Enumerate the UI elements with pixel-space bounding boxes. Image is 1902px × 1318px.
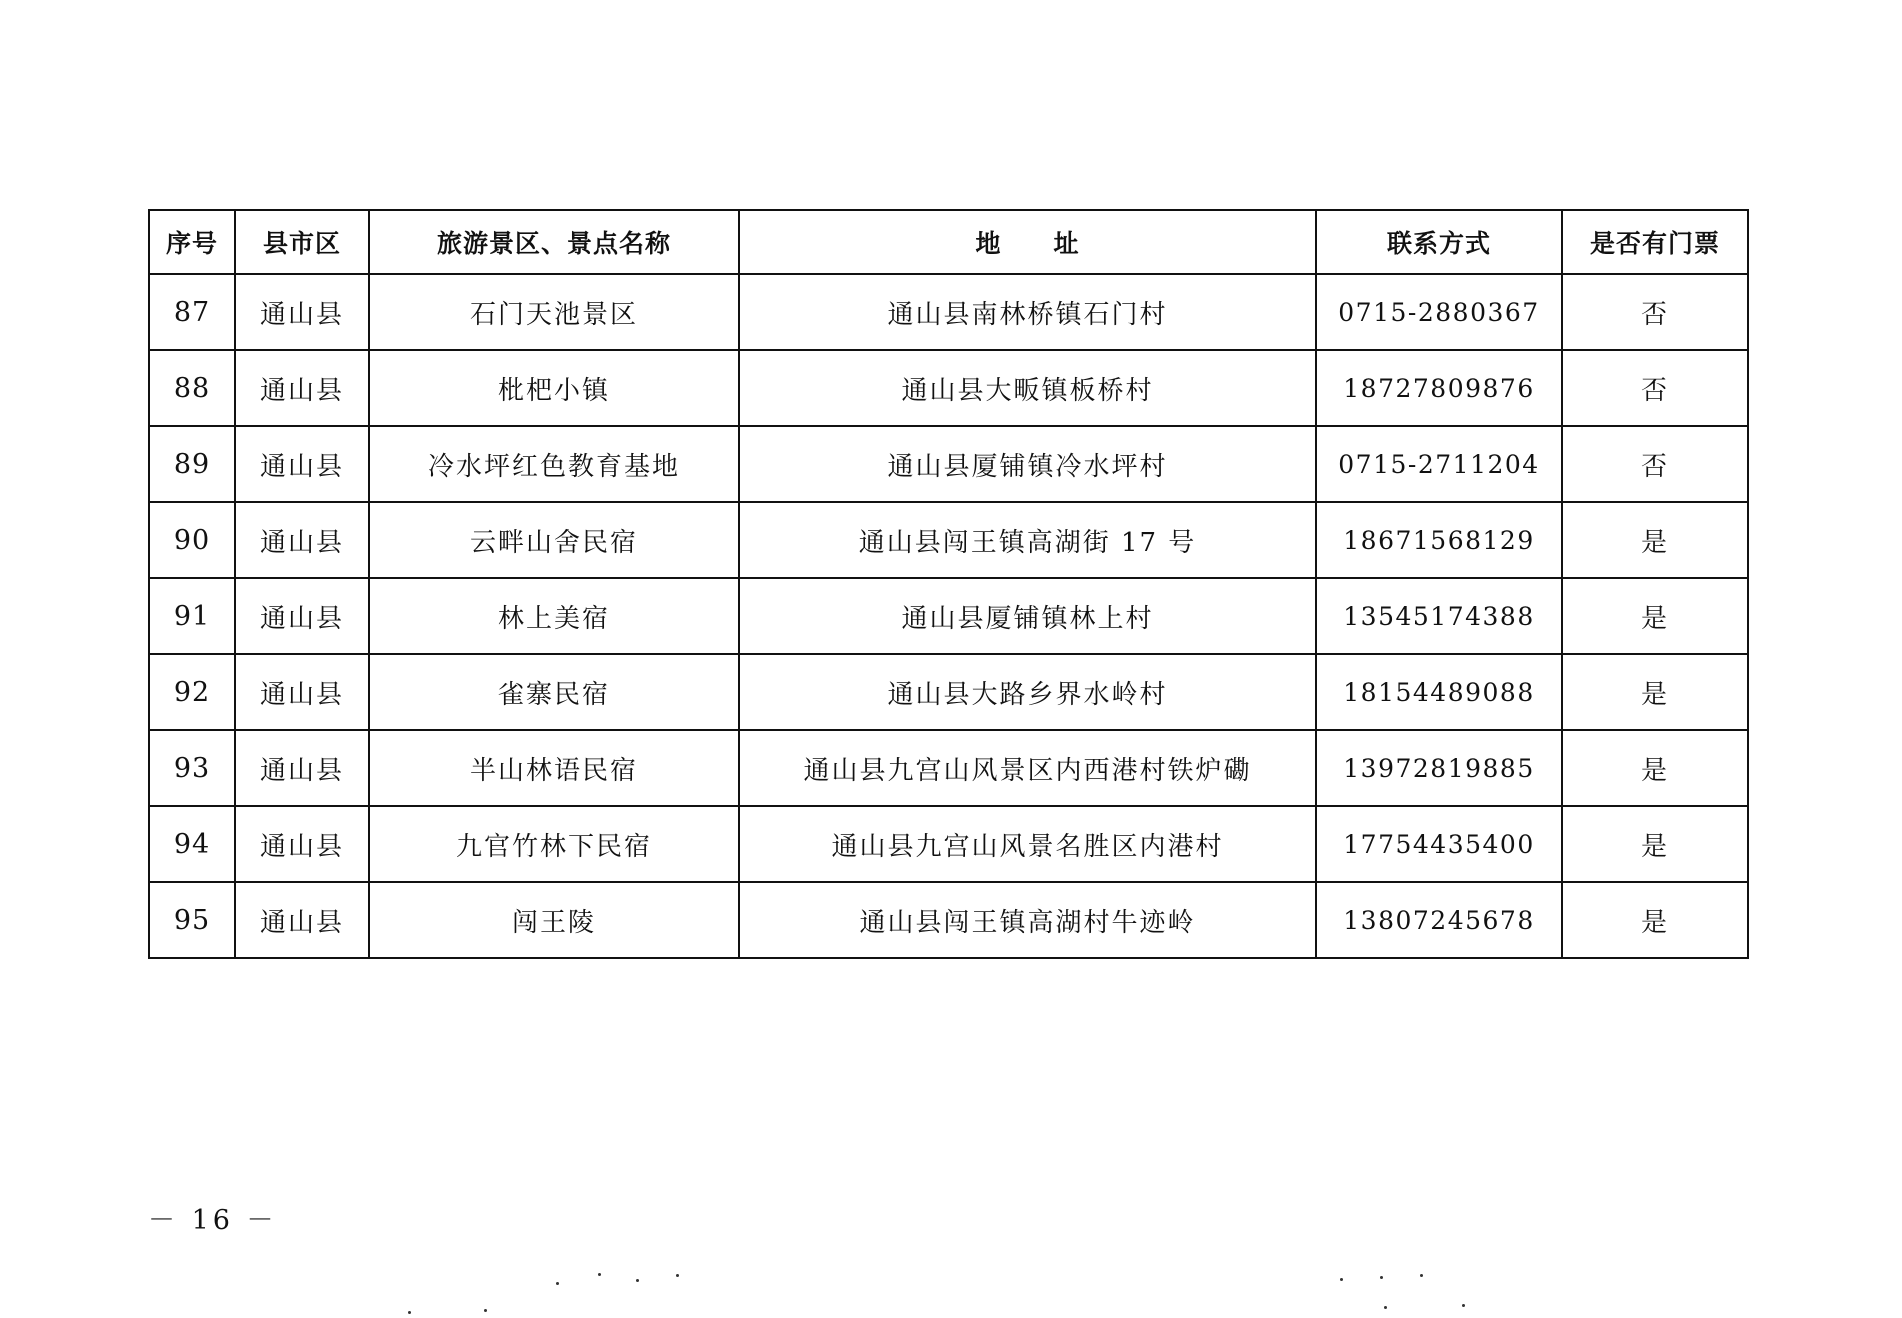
contact-cell: 0715-2880367 (1316, 274, 1562, 350)
county-cell: 通山县 (235, 350, 369, 426)
table-row (149, 806, 1748, 882)
ticket-cell: 否 (1562, 274, 1748, 350)
header-ticket: 是否有门票 (1562, 210, 1748, 274)
serial-number-cell: 94 (149, 806, 235, 882)
scenic-name-cell: 闯王陵 (369, 882, 739, 958)
table-header-row (149, 210, 1748, 274)
address-cell: 通山县南林桥镇石门村 (739, 274, 1316, 350)
contact-cell: 18727809876 (1316, 350, 1562, 426)
address-cell: 通山县闯王镇高湖村牛迹岭 (739, 882, 1316, 958)
contact-cell: 0715-2711204 (1316, 426, 1562, 502)
scan-speck (1380, 1276, 1383, 1279)
address-cell: 通山县大畈镇板桥村 (739, 350, 1316, 426)
header-scenic-name: 旅游景区、景点名称 (369, 210, 739, 274)
serial-number-cell: 90 (149, 502, 235, 578)
serial-number-cell: 95 (149, 882, 235, 958)
address-cell: 通山县九宫山风景区内西港村铁炉磡 (739, 730, 1316, 806)
county-cell: 通山县 (235, 426, 369, 502)
ticket-cell: 是 (1562, 654, 1748, 730)
address-cell: 通山县九宫山风景名胜区内港村 (739, 806, 1316, 882)
scan-speck (1462, 1304, 1465, 1307)
table-row (149, 274, 1748, 350)
scan-speck (556, 1282, 559, 1285)
table-row (149, 502, 1748, 578)
table-row (149, 578, 1748, 654)
scan-speck (676, 1274, 679, 1277)
contact-cell: 13972819885 (1316, 730, 1562, 806)
address-cell: 通山县大路乡界水岭村 (739, 654, 1316, 730)
scan-speck (1340, 1278, 1343, 1281)
scan-speck (408, 1311, 411, 1314)
page-number: － 16 － (148, 1205, 278, 1236)
scan-speck (484, 1309, 487, 1312)
serial-number-cell: 92 (149, 654, 235, 730)
scenic-name-cell: 石门天池景区 (369, 274, 739, 350)
county-cell: 通山县 (235, 654, 369, 730)
scenic-name-cell: 雀寨民宿 (369, 654, 739, 730)
ticket-cell: 是 (1562, 502, 1748, 578)
scenic-name-cell: 枇杷小镇 (369, 350, 739, 426)
county-cell: 通山县 (235, 274, 369, 350)
address-cell: 通山县闯王镇高湖街 17 号 (739, 502, 1316, 578)
header-county: 县市区 (235, 210, 369, 274)
county-cell: 通山县 (235, 502, 369, 578)
address-cell: 通山县厦铺镇冷水坪村 (739, 426, 1316, 502)
ticket-cell: 是 (1562, 578, 1748, 654)
scenic-name-cell: 半山林语民宿 (369, 730, 739, 806)
ticket-cell: 否 (1562, 350, 1748, 426)
header-contact: 联系方式 (1316, 210, 1562, 274)
ticket-cell: 是 (1562, 806, 1748, 882)
scenic-name-cell: 林上美宿 (369, 578, 739, 654)
scenic-spots-table (148, 209, 1749, 959)
table-row (149, 654, 1748, 730)
serial-number-cell: 88 (149, 350, 235, 426)
header-serial-number: 序号 (149, 210, 235, 274)
ticket-cell: 否 (1562, 426, 1748, 502)
serial-number-cell: 91 (149, 578, 235, 654)
county-cell: 通山县 (235, 730, 369, 806)
contact-cell: 18671568129 (1316, 502, 1562, 578)
scan-speck (1384, 1306, 1387, 1309)
county-cell: 通山县 (235, 882, 369, 958)
scenic-name-cell: 冷水坪红色教育基地 (369, 426, 739, 502)
ticket-cell: 是 (1562, 730, 1748, 806)
contact-cell: 18154489088 (1316, 654, 1562, 730)
table-row (149, 350, 1748, 426)
ticket-cell: 是 (1562, 882, 1748, 958)
scenic-name-cell: 九官竹林下民宿 (369, 806, 739, 882)
contact-cell: 13545174388 (1316, 578, 1562, 654)
county-cell: 通山县 (235, 806, 369, 882)
table-row (149, 882, 1748, 958)
address-cell: 通山县厦铺镇林上村 (739, 578, 1316, 654)
contact-cell: 13807245678 (1316, 882, 1562, 958)
table-row (149, 730, 1748, 806)
serial-number-cell: 93 (149, 730, 235, 806)
scenic-name-cell: 云畔山舍民宿 (369, 502, 739, 578)
scan-speck (1420, 1274, 1423, 1277)
serial-number-cell: 89 (149, 426, 235, 502)
county-cell: 通山县 (235, 578, 369, 654)
scan-speck (636, 1279, 639, 1282)
header-address: 地 址 (739, 210, 1316, 274)
serial-number-cell: 87 (149, 274, 235, 350)
table-row (149, 426, 1748, 502)
contact-cell: 17754435400 (1316, 806, 1562, 882)
scan-speck (598, 1273, 601, 1276)
